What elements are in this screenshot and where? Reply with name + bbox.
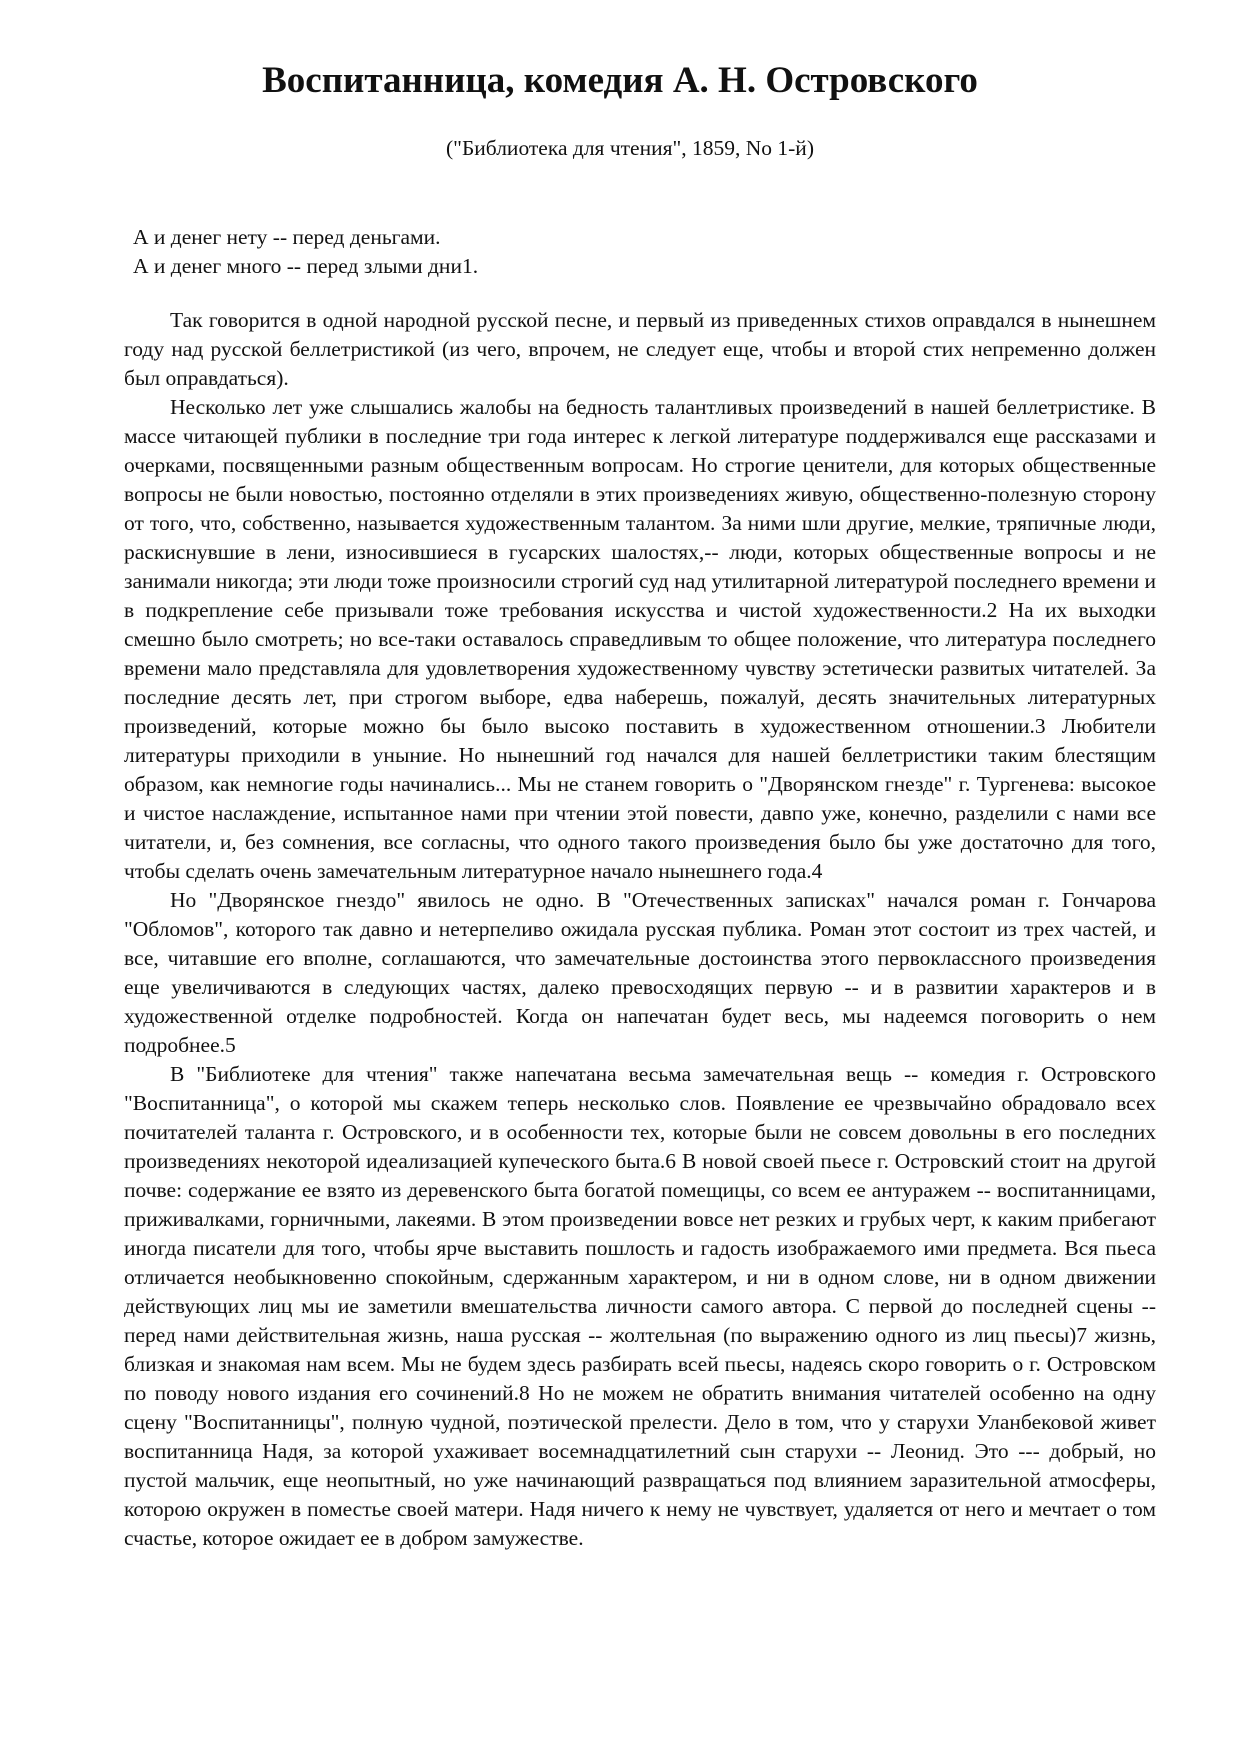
paragraph: Несколько лет уже слышались жалобы на бедность талантливых произведений в нашей беллетристике. В массе читающей публики в последние три года интерес к легкой литературе поддерживался еще рассказами и очерками, посвященными разным общественным вопросам. Но строгие ценители, для которых общественные вопросы не были новостью, постоянно отделяли в этих произведениях живую, общественно-полезную сторону от того, что, собственно, называется художественным талантом. За ними шли другие, мелкие, тряпичные люди, раскиснувшие в лени, износившиеся в гусарских шалостях,-- люди, которых общественные вопросы и не занимали никогда; эти люди тоже произносили строгий суд над утилитарной литературой последнего времени и в подкрепление себе призывали тоже требования искусства и чистой художественности.2 На их выходки смешно было смотреть; но все-таки оставалось справедливым то общее положение, что литература последнего времени мало представляла для удовлетворения художественному чувству эстетически развитых читателей. За последние десять лет, при строгом выборе, едва наберешь, пожалуй, десять значительных литературных произведений, которые можно бы было высоко поставить в художественном отношении.3 Любители литературы приходили в уныние. Но нынешний год начался для нашей беллетристики таким блестящим образом, как немногие годы начинались... Мы не станем говорить о "Дворянском гнезде" г. Тургенева: высокое и чистое наслаждение, испытанное нами при чтении этой повести, давпо уже, конечно, разделили с нами все читатели, и, без сомнения, все согласны, что одного такого произведения было бы уже достаточно для того, чтобы сделать очень замечательным литературное начало нынешнего года.4 (124, 395, 1156, 883)
paragraph: Так говорится в одной народной русской песне, и первый из приведенных стихов оправдался в нынешнем году над русской беллетристикой (из чего, впрочем, не следует еще, чтобы и второй стих непременно должен был оправдаться). (124, 308, 1156, 390)
page-subtitle: ("Библиотека для чтения", 1859, No 1-й) (446, 136, 814, 160)
article-body (124, 306, 1156, 1553)
paragraph: Но "Дворянское гнездо" явилось не одно. В "Отечественных записках" начался роман г. Гончарова "Обломов", которого так давно и нетерпеливо ожидала русская публика. Роман этот состоит из трех частей, и все, читавшие его вполне, соглашаются, что замечательные достоинства этого первоклассного произведения еще увеличиваются в следующих частях, далеко превосходящих первую -- и в развитии характеров и в художественной отделке подробностей. Когда он напечатан будет весь, мы надеемся поговорить о нем подробнее.5 (124, 888, 1156, 1057)
epigraph-line: А и денег много -- перед злыми дни1. (133, 254, 479, 278)
epigraph-line: А и денег нету -- перед деньгами. (133, 225, 441, 249)
page-title: Воспитанница, комедия А. Н. Островского (262, 60, 978, 101)
epigraph (133, 223, 478, 281)
paragraph: В "Библиотеке для чтения" также напечатана весьма замечательная вещь -- комедия г. Островского "Воспитанница", о которой мы скажем теперь несколько слов. Появление ее чрезвычайно обрадовало всех почитателей таланта г. Островского, и в особенности тех, которые были не совсем довольны в его последних произведениях некоторой идеализацией купеческого быта.6 В новой своей пьесе г. Островский стоит на другой почве: содержание ее взято из деревенского быта богатой помещицы, со всем ее антуражем -- воспитанницами, приживалками, горничными, лакеями. В этом произведении вовсе нет резких и грубых черт, к каким прибегают иногда писатели для того, чтобы ярче выставить пошлость и гадость изображаемого ими предмета. Вся пьеса отличается необыкновенно спокойным, сдержанным характером, и ни в одном слове, ни в одном движении действующих лиц мы ие заметили вмешательства личности самого автора. С первой до последней сцены -- перед нами действительная жизнь, наша русская -- жолтельная (по выражению одного из лиц пьесы)7 жизнь, близкая и знакомая нам всем. Мы не будем здесь разбирать всей пьесы, надеясь скоро говорить о г. Островском по поводу нового издания его сочинений.8 Но не можем не обратить внимания читателей особенно на одну сцену "Воспитанницы", полную чудной, поэтической прелести. Дело в том, что у старухи Уланбековой живет воспитанница Надя, за которой ухаживает восемнадцатилетний сын старухи -- Леонид. Это --- добрый, но пустой мальчик, еще неопытный, но уже начинающий развращаться под влиянием заразительной атмосферы, которою окружен в поместье своей матери. Надя ничего к нему не чувствует, удаляется от него и мечтает о том счастье, которое ожидает ее в добром замужестве. (124, 1062, 1156, 1550)
